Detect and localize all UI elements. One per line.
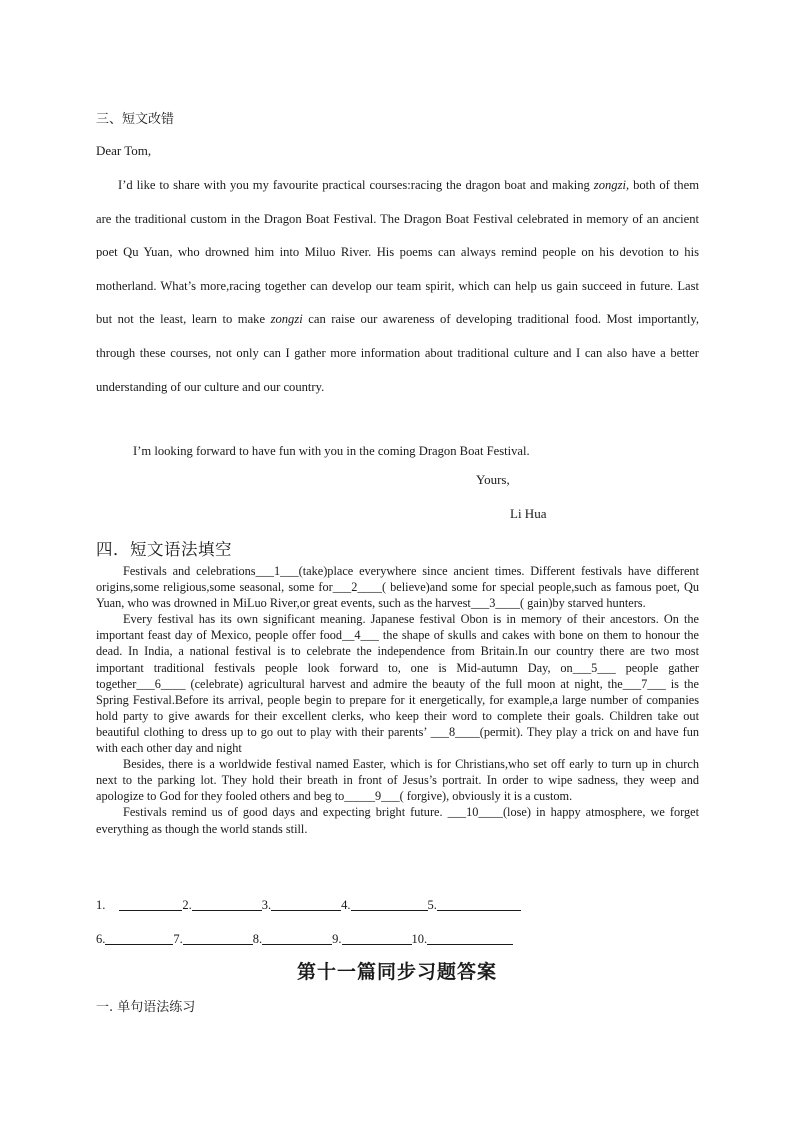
letter-sign-off: Yours, <box>476 472 510 487</box>
letter-closing-line: I’m looking forward to have fun with you in the coming Dragon Boat Festival. <box>133 444 530 458</box>
answer-number: 2. <box>182 898 192 912</box>
answer-blanks-row-2 <box>96 932 513 947</box>
letter-body <box>96 169 699 404</box>
grammar-fill-passage <box>96 563 699 837</box>
passage-paragraph: Every festival has its own significant meaning. Japanese festival Obon is in memory of their ancestors. On the important feast day of Mexico, people offer food__4___ the shape of skulls and cakes with bone on them to honour the dead. In India, a national festival is to celebrate the independence from Britain.In our country there are two most important traditional festivals people look forward to, one is Mid-autumn Day, on___5___ people gather together___6____ (celebrate) agricultural harvest and admire the beauty of the full moon at night, the___7___ is the Spring Festival.Before its arrival, people begin to prepare for it energetically, for example,a large number of companies hold party to give awards for their excellent clerks, who keep their word to complete their goals. Children take out beautiful clothing to dress up to go out to play with their parents’ ___8____(permit). They play a trick on and have fun with each other day and night <box>96 612 699 756</box>
answer-number: 7. <box>173 932 183 946</box>
letter-text-middle: both of them are the traditional custom in the Dragon Boat Festival. The Dragon Boat Festival celebrated in memory of an ancient poet Qu Yuan, who drowned him into Miluo River. His poems can always remind people on his devotion to his motherland. What’s more,racing together can develop our team spirit, which can help us gain succeed in future. Last but not the least, learn to make <box>96 178 699 327</box>
answer-blank[interactable] <box>183 932 253 945</box>
letter-text-end: can raise our awareness of developing traditional food. Most importantly, through these courses, not only can I gather more information about traditional culture and I can also have a better understanding of our culture and our country. <box>96 312 700 394</box>
answers-section-one-title: 一. 单句语法练习 <box>96 1000 196 1015</box>
answer-number: 8. <box>252 932 263 946</box>
zongzi-term: zongzi, <box>593 178 630 192</box>
answer-blank[interactable] <box>351 898 428 911</box>
answers-heading: 第十一篇同步习题答案 <box>296 961 497 983</box>
letter-text-start: I’d like to share with you my favourite practical courses:racing the dragon boat and making <box>118 178 594 192</box>
answer-blank[interactable] <box>262 932 332 945</box>
answer-number: 3. <box>261 898 272 912</box>
answer-blanks-row-1 <box>96 898 521 913</box>
answer-blank[interactable] <box>192 898 262 911</box>
answer-number: 10. <box>411 932 428 946</box>
passage-paragraph: Besides, there is a worldwide festival named Easter, which is for Christians,who set off early to turn up in church next to the parking lot. They hold their breath in front of Jesus’s portrait. In order to wipe sadness, they weep and apologize to God for they fooled others and beg to_____9___( forgive), obviously it is a custom. <box>96 757 699 804</box>
answer-number: 1. <box>96 898 106 912</box>
answer-number: 6. <box>96 932 106 946</box>
answer-number: 5. <box>427 898 437 912</box>
zongzi-term: zongzi <box>270 312 303 327</box>
answer-blank[interactable] <box>105 932 173 945</box>
answer-blank[interactable] <box>271 898 341 911</box>
section-3-title: 三、短文改错 <box>96 112 175 127</box>
answer-blank[interactable] <box>119 898 182 911</box>
answer-number: 4. <box>341 898 351 912</box>
letter-signature: Li Hua <box>510 506 547 521</box>
letter-greeting: Dear Tom, <box>96 143 152 158</box>
passage-paragraph: Festivals remind us of good days and expecting bright future. ___10____(lose) in happy atmosphere, we forget everything as though the world stands still. <box>96 805 699 836</box>
passage-paragraph: Festivals and celebrations___1___(take)place everywhere since ancient times. Different festivals have different origins,some religious,some seasonal, some for___2____( believe)and some for special people,such as famous poet, Qu Yuan, who was drowned in MiLuo River,or great events, such as the harvest___3____( gain)by starved hunters. <box>96 564 699 611</box>
answer-number: 9. <box>332 932 342 946</box>
answer-blank[interactable] <box>437 898 521 911</box>
section-4-title: 四．短文语法填空 <box>96 540 232 559</box>
answer-blank[interactable] <box>427 932 513 945</box>
answer-blank[interactable] <box>342 932 412 945</box>
